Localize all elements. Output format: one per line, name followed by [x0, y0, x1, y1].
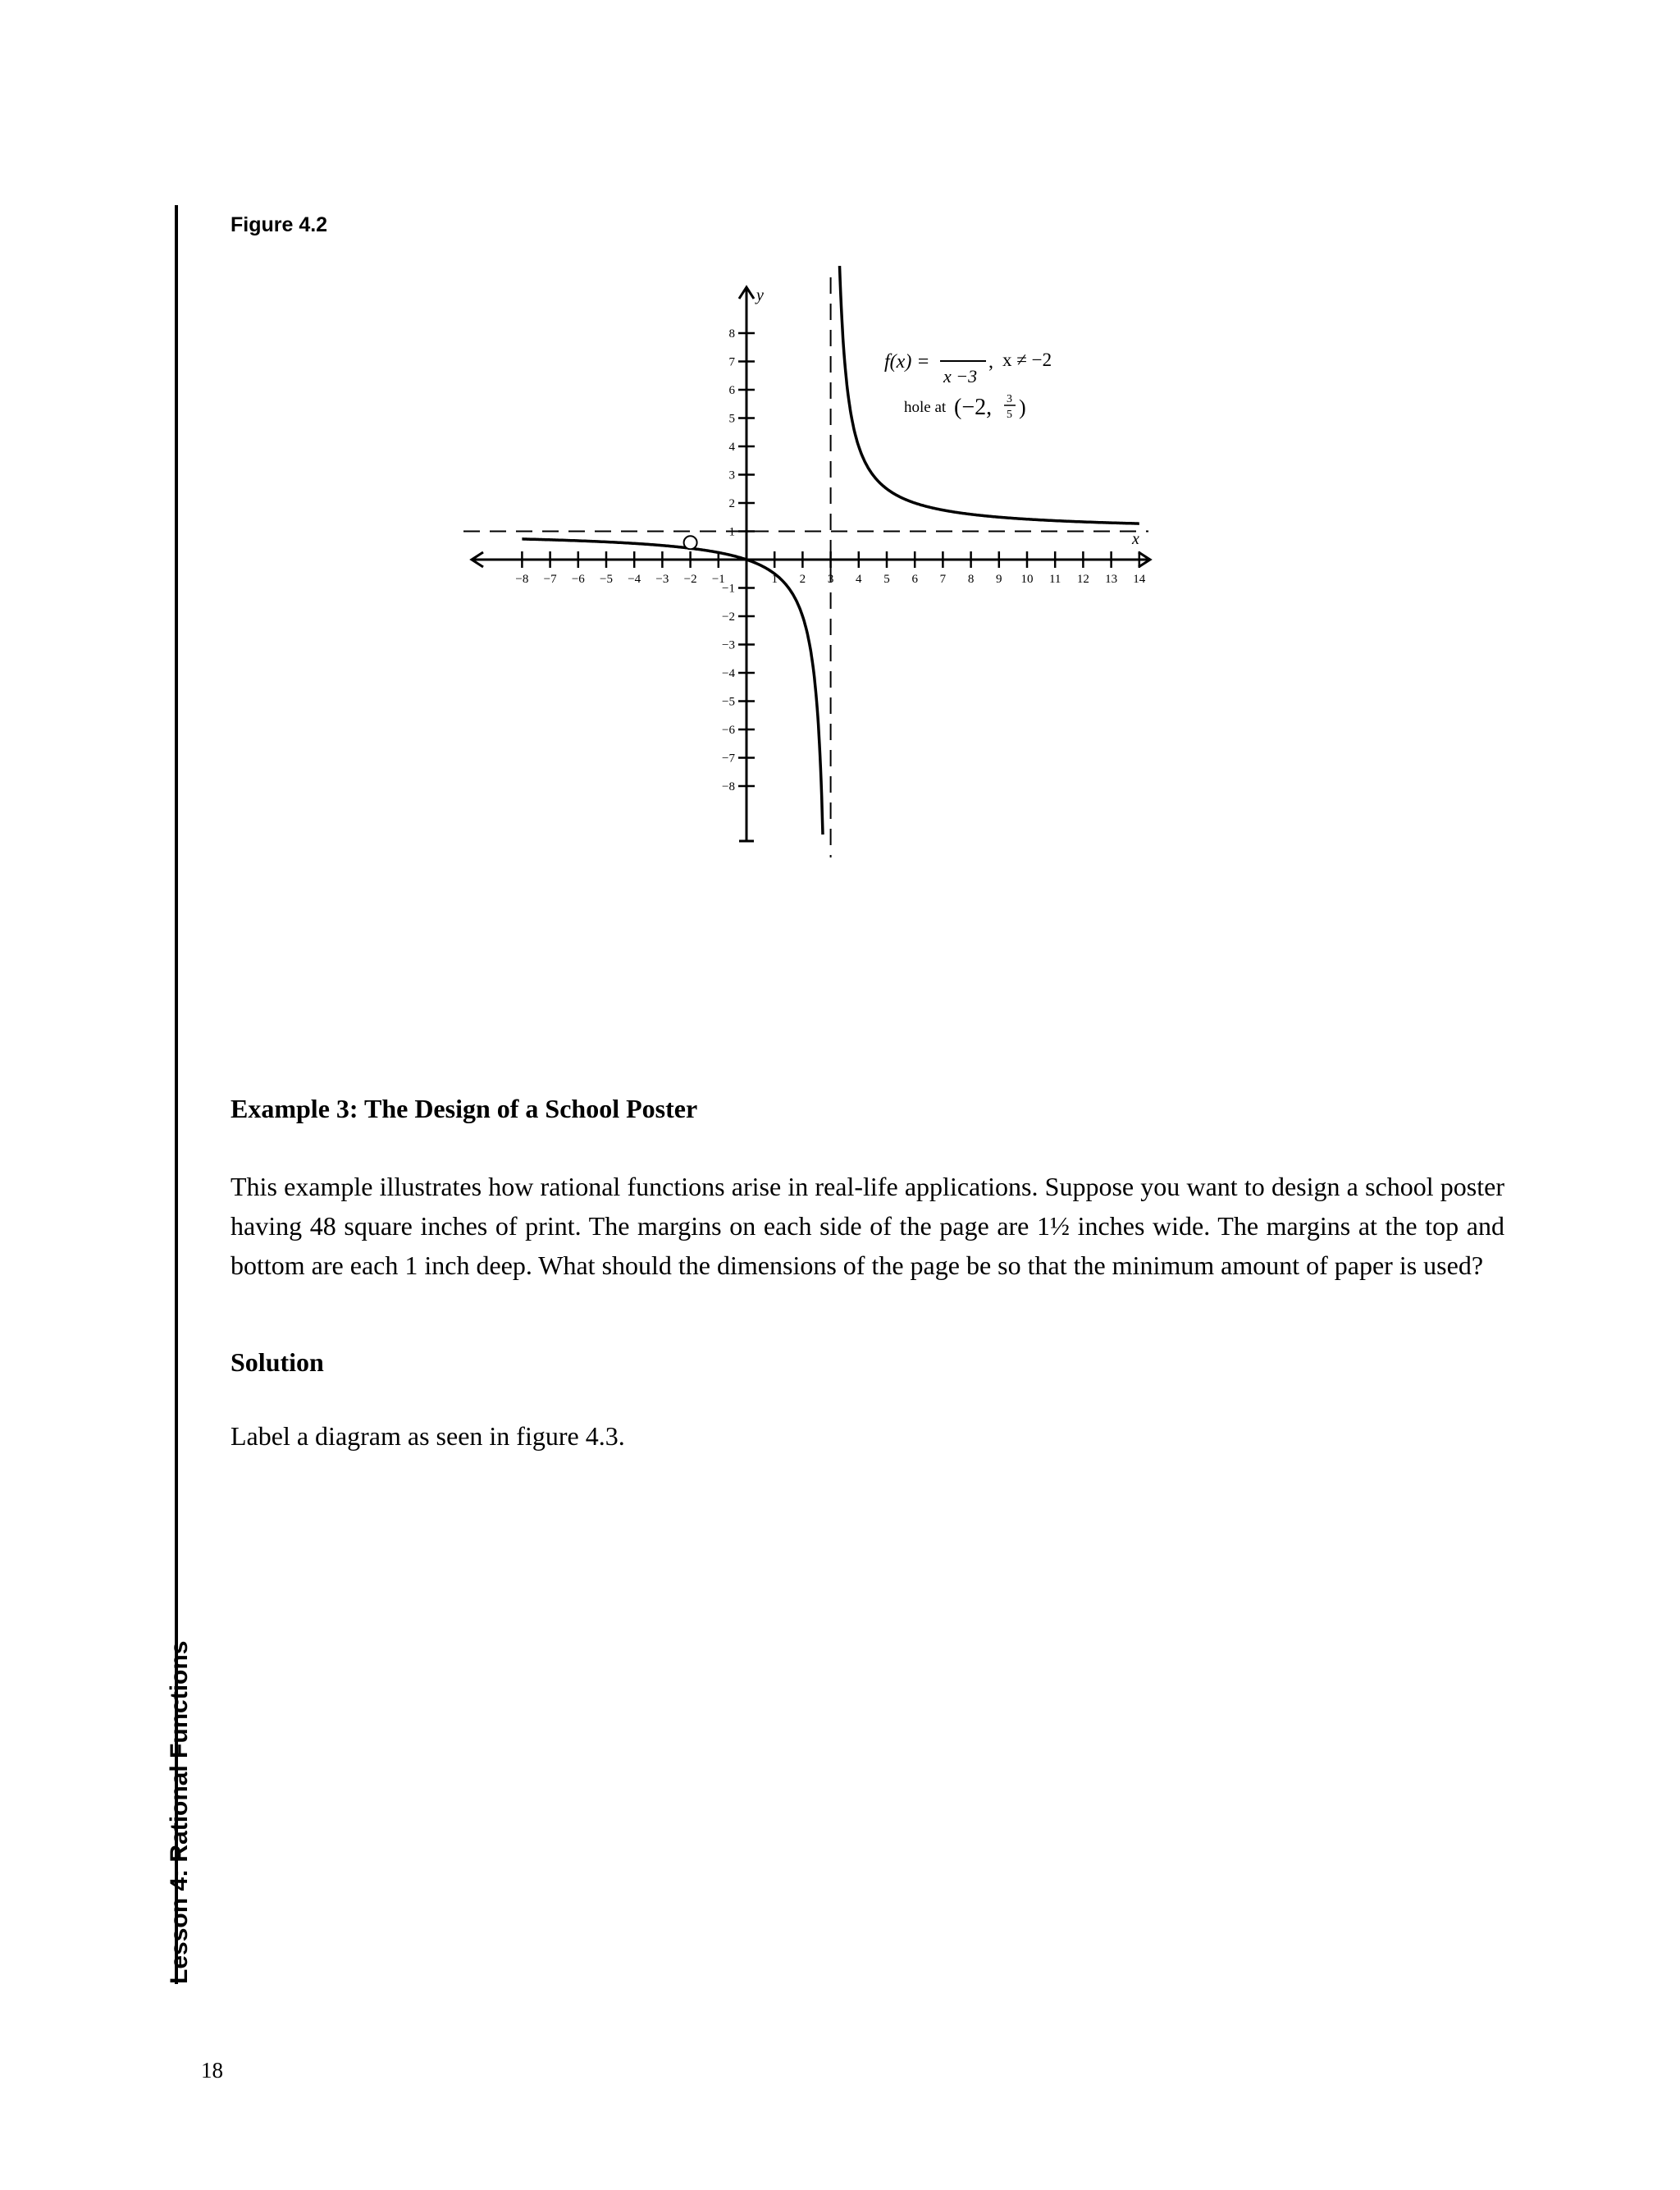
x-tick-label: −2 [683, 573, 697, 586]
y-tick-label: 3 [728, 469, 735, 482]
x-tick-label: 4 [856, 573, 862, 586]
rational-function-graph [0, 0, 1680, 903]
x-tick-label: −5 [600, 573, 613, 586]
x-tick-label: 10 [1020, 573, 1034, 586]
hole-x: (−2, [954, 395, 993, 420]
x-tick-label: −8 [515, 573, 529, 586]
hole-close: ) [1019, 395, 1026, 419]
x-axis-label: x [1132, 530, 1139, 548]
y-tick-label: 7 [728, 355, 735, 369]
x-tick-label: 12 [1076, 573, 1089, 586]
x-tick-label: 6 [911, 573, 918, 586]
x-tick-label: 9 [996, 573, 1002, 586]
hole-prefix: hole at [904, 399, 947, 416]
figure-caption: Figure 4.2 [231, 213, 328, 236]
x-tick-label: 14 [1133, 573, 1146, 586]
y-tick-label: −2 [722, 610, 735, 624]
solution-text: Label a diagram as seen in figure 4.3. [231, 1421, 625, 1451]
hole-point [684, 536, 697, 549]
y-tick-label: 4 [728, 441, 735, 454]
x-tick-label: 2 [799, 573, 806, 586]
y-tick-label: −1 [722, 582, 735, 596]
axes [472, 287, 1150, 841]
y-tick-label: 2 [728, 497, 735, 510]
x-tick-label: 5 [883, 573, 890, 586]
x-tick-label: −7 [543, 573, 557, 586]
example-body: This example illustrates how rational functions arise in real-life applications. Suppose you want to design a school poster having 48 square inches of print. The margins on each side of the page are 1½ inches wide. The margins at the top and bottom are each 1 inch deep. What should the dimensions of the page be so that the minimum amount of paper is used? [231, 1172, 1504, 1280]
x-tick-label: 11 [1048, 573, 1061, 586]
x-tick-label: −3 [655, 573, 669, 586]
y-tick-label: 6 [728, 384, 735, 397]
y-tick-label: −7 [722, 752, 735, 766]
x-tick-label: 3 [827, 573, 834, 586]
x-tick-label: −6 [571, 573, 585, 586]
x-tick-label: −4 [628, 573, 641, 586]
y-tick-label: 5 [728, 412, 735, 426]
function-annotation [884, 350, 1052, 421]
y-tick-label: −6 [722, 724, 735, 737]
function-denominator: x −3 [943, 366, 978, 386]
y-tick-label: −3 [722, 638, 735, 652]
y-tick-label: 8 [728, 327, 735, 341]
y-tick-label: −8 [722, 780, 735, 793]
y-tick-label: −4 [722, 667, 735, 680]
curve-left-branch [522, 539, 823, 834]
function-condition: x ≠ −2 [1002, 350, 1052, 370]
hole-denominator: 5 [1007, 409, 1012, 421]
x-tick-label: 8 [967, 573, 975, 586]
lesson-sidebar-label: Lesson 4: Rational Functions [166, 1640, 193, 1984]
x-tick-label: 7 [939, 573, 947, 586]
x-tick-label: 13 [1105, 573, 1118, 586]
x-tick-label: 1 [771, 573, 778, 586]
function-separator: , [988, 351, 993, 373]
y-tick-label: −5 [722, 695, 735, 709]
x-tick-label: −1 [711, 573, 725, 586]
example-heading: Example 3: The Design of a School Poster [231, 1094, 698, 1123]
y-axis-label: y [756, 286, 764, 304]
page-number: 18 [201, 2058, 223, 2083]
hole-numerator: 3 [1007, 393, 1012, 405]
solution-heading: Solution [231, 1347, 324, 1377]
y-tick-label: 1 [728, 525, 735, 539]
function-label: f(x) = [884, 351, 930, 373]
